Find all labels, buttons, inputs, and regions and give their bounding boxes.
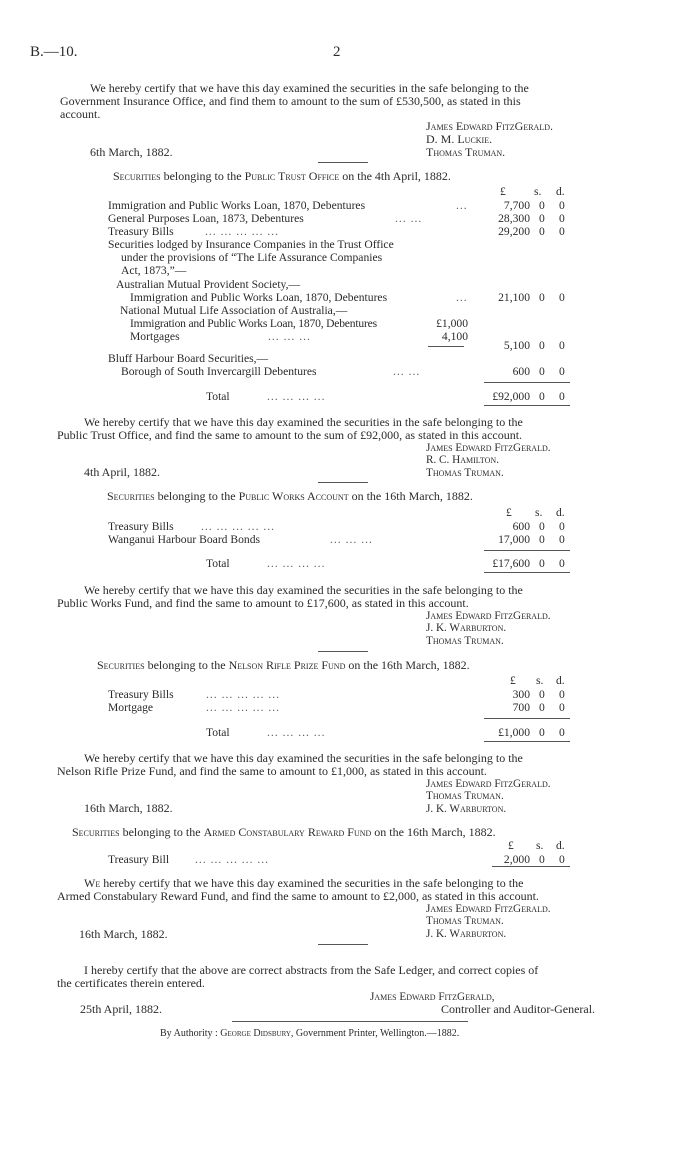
table-row-label: Mortgage: [108, 701, 154, 714]
works-cert-line: We hereby certify that we have this day examined the securities in the safe belonging to the: [84, 583, 523, 597]
signatory-name: Thomas Truman.: [426, 790, 504, 802]
total-shillings: 0: [539, 557, 545, 570]
leader-dots: ... ... ... ... ...: [195, 853, 270, 866]
table-row-label: Immigration and Public Works Loan, 1870, Debentures: [108, 199, 366, 212]
armed-cert-line: We hereby certify that we have this day examined the securities in the safe belonging to the: [84, 876, 524, 890]
final-cert-line: the certificates therein entered.: [57, 976, 205, 990]
total-rule: [484, 405, 570, 406]
leader-dots: ... ...: [395, 212, 423, 225]
total-pence: 0: [559, 390, 565, 403]
leader-dots: ... ... ... ... ...: [205, 225, 280, 238]
column-header-pence: d.: [556, 506, 565, 519]
certification-date: 25th April, 1882.: [80, 1002, 163, 1016]
section-divider: [318, 651, 368, 652]
table-row-label: Securities lodged by Insurance Companies in the Trust Office: [108, 238, 394, 251]
amount-pounds: 28,300: [498, 212, 530, 225]
signatory-name: James Edward FitzGerald.: [426, 442, 551, 454]
column-header-pounds: £: [510, 674, 516, 687]
signatory-name: R. C. Hamilton.: [426, 454, 499, 466]
amount-shillings: 0: [539, 225, 545, 238]
amount-pence: 0: [559, 701, 565, 714]
table-row-label: Australian Mutual Provident Society,—: [116, 278, 301, 291]
amount-shillings: 0: [539, 339, 545, 352]
signatory-name: James Edward FitzGerald.: [426, 610, 551, 622]
leader-dots: ...: [456, 199, 468, 212]
leader-dots: ... ... ... ... ...: [201, 520, 276, 533]
signatory-name: J. K. Warburton.: [426, 928, 507, 940]
amount-pence: 0: [559, 520, 565, 533]
amount-pence: 0: [559, 212, 565, 225]
total-label: Total: [206, 726, 230, 739]
section-heading: Securities belonging to the Public Trust Office on the 4th April, 1882.: [113, 169, 451, 183]
total-rule: [484, 382, 570, 383]
leader-dots: ... ... ... ...: [267, 557, 326, 570]
table-row-label: Treasury Bills: [108, 225, 174, 238]
table-row-label: Treasury Bills: [108, 520, 174, 533]
table-row-label: Bluff Harbour Board Securities,—: [108, 352, 269, 365]
amount-pounds: 21,100: [498, 291, 530, 304]
total-label: Total: [206, 390, 230, 403]
total-rule: [484, 741, 570, 742]
section-heading: Securities belonging to the Nelson Rifle Prize Fund on the 16th March, 1882.: [97, 658, 470, 672]
leader-dots: ... ... ... ...: [267, 390, 326, 403]
total-pounds: £92,000: [492, 390, 530, 403]
section-heading: Securities belonging to the Public Works Account on the 16th March, 1882.: [107, 489, 473, 503]
amount-shillings: 0: [539, 520, 545, 533]
leader-dots: ... ... ... ... ...: [206, 701, 281, 714]
section-divider: [318, 944, 368, 945]
amount-pounds: 29,200: [498, 225, 530, 238]
amount-shillings: 0: [539, 199, 545, 212]
total-shillings: 0: [539, 390, 545, 403]
amount-shillings: 0: [539, 688, 545, 701]
signatory-name: J. K. Warburton.: [426, 803, 507, 815]
amount-pence: 0: [559, 339, 565, 352]
column-header-shillings: s.: [535, 506, 543, 519]
amount-pence: 0: [559, 853, 565, 866]
table-row-label: Treasury Bills: [108, 688, 174, 701]
leader-dots: ... ... ...: [268, 330, 311, 343]
amount-shillings: 0: [539, 853, 545, 866]
total-pounds: £1,000: [498, 726, 530, 739]
total-rule: [484, 550, 570, 551]
certification-date: 4th April, 1882.: [84, 465, 161, 479]
insurance-cert-line: account.: [60, 107, 101, 121]
amount-shillings: 0: [539, 212, 545, 225]
total-rule: [484, 718, 570, 719]
signatory-name: J. K. Warburton.: [426, 622, 507, 634]
table-row-label: National Mutual Life Association of Australia,—: [120, 304, 348, 317]
leader-dots: ... ...: [393, 365, 421, 378]
signatory-name: Thomas Truman.: [426, 467, 504, 479]
total-pence: 0: [559, 557, 565, 570]
signatory-name: James Edward FitzGerald.: [426, 778, 551, 790]
table-row-label: Treasury Bill: [108, 853, 170, 866]
amount-shillings: 0: [539, 291, 545, 304]
table-row-label: Wanganui Harbour Board Bonds: [108, 533, 261, 546]
trust-cert-line: Public Trust Office, and find the same to amount to the sum of £92,000, as stated in this account.: [57, 428, 523, 442]
signatory-title: Controller and Auditor-General.: [441, 1002, 596, 1016]
amount-pounds: 600: [512, 365, 530, 378]
total-rule: [484, 572, 570, 573]
certification-date: 6th March, 1882.: [90, 145, 173, 159]
total-label: Total: [206, 557, 230, 570]
amount-shillings: 0: [539, 365, 545, 378]
table-row-label: under the provisions of “The Life Assurance Companies: [121, 251, 383, 264]
amount-shillings: 0: [539, 701, 545, 714]
signatory-name: James Edward FitzGerald.: [426, 903, 551, 915]
column-header-shillings: s.: [536, 674, 544, 687]
nelson-cert-line: We hereby certify that we have this day examined the securities in the safe belonging to the: [84, 751, 523, 765]
sub-amount: £1,000: [436, 317, 468, 330]
column-header-pounds: £: [500, 185, 506, 198]
certification-date: 16th March, 1882.: [79, 927, 168, 941]
final-cert-line: I hereby certify that the above are correct abstracts from the Safe Ledger, and correct copies of: [84, 963, 539, 977]
amount-pence: 0: [559, 688, 565, 701]
column-header-pence: d.: [556, 185, 565, 198]
page-number: 2: [333, 44, 341, 60]
signatory-name: Thomas Truman.: [426, 145, 506, 159]
leader-dots: ...: [456, 291, 468, 304]
trust-cert-line: We hereby certify that we have this day examined the securities in the safe belonging to the: [84, 415, 523, 429]
column-header-pounds: £: [506, 506, 512, 519]
amount-pounds: 2,000: [503, 853, 530, 866]
signatory-name: James Edward FitzGerald,: [370, 991, 495, 1003]
printer-imprint: By Authority : George Didsbury, Government Printer, Wellington.—1882.: [160, 1028, 460, 1039]
amount-pence: 0: [559, 225, 565, 238]
column-header-pence: d.: [556, 839, 565, 852]
amount-pounds: 600: [512, 520, 530, 533]
amount-pounds: 700: [512, 701, 530, 714]
table-row-label: General Purposes Loan, 1873, Debentures: [108, 212, 304, 225]
armed-cert-line: Armed Constabulary Reward Fund, and find the same to amount to £2,000, as stated in this account.: [57, 889, 539, 903]
table-row-label: Immigration and Public Works Loan, 1870, Debentures: [130, 291, 388, 304]
total-rule: [492, 866, 570, 867]
section-heading: Securities belonging to the Armed Constabulary Reward Fund on the 16th March, 1882.: [72, 825, 496, 839]
subtotal-rule: [428, 346, 464, 347]
column-header-pence: d.: [556, 674, 565, 687]
table-row-label: Immigration and Public Works Loan, 1870, Debentures: [130, 317, 377, 330]
signatory-name: D. M. Luckie.: [426, 132, 493, 146]
table-row-label: Act, 1873,”—: [121, 264, 187, 277]
sub-amount: 4,100: [441, 330, 468, 343]
certification-date: 16th March, 1882.: [84, 801, 173, 815]
leader-dots: ... ... ... ... ...: [206, 688, 281, 701]
column-header-shillings: s.: [536, 839, 544, 852]
amount-pounds: 300: [512, 688, 530, 701]
table-row-label: Borough of South Invercargill Debentures: [121, 365, 317, 378]
column-header-shillings: s.: [534, 185, 542, 198]
insurance-cert-line: Government Insurance Office, and find them to amount to the sum of £530,500, as stated in this: [60, 94, 521, 108]
amount-pence: 0: [559, 365, 565, 378]
works-cert-line: Public Works Fund, and find the same to amount to £17,600, as stated in this account.: [57, 596, 469, 610]
table-row-label: Mortgages: [130, 330, 180, 343]
amount-pence: 0: [559, 291, 565, 304]
nelson-cert-line: Nelson Rifle Prize Fund, and find the same to amount to £1,000, as stated in this account.: [57, 764, 487, 778]
total-pounds: £17,600: [492, 557, 530, 570]
leader-dots: ... ... ...: [330, 533, 373, 546]
amount-shillings: 0: [539, 533, 545, 546]
amount-pounds: 5,100: [503, 339, 530, 352]
leader-dots: ... ... ... ...: [267, 726, 326, 739]
signatory-name: Thomas Truman.: [426, 635, 504, 647]
document-reference: B.—10.: [30, 44, 78, 60]
section-divider: [318, 482, 368, 483]
insurance-cert-line: We hereby certify that we have this day examined the securities in the safe belonging to the: [90, 81, 529, 95]
amount-pounds: 17,000: [498, 533, 530, 546]
section-divider: [318, 162, 368, 163]
amount-pence: 0: [559, 199, 565, 212]
amount-pence: 0: [559, 533, 565, 546]
total-shillings: 0: [539, 726, 545, 739]
amount-pounds: 7,700: [503, 199, 530, 212]
signatory-name: Thomas Truman.: [426, 915, 504, 927]
total-pence: 0: [559, 726, 565, 739]
signatory-name: James Edward FitzGerald.: [426, 119, 553, 133]
footer-rule: [232, 1021, 468, 1022]
column-header-pounds: £: [508, 839, 514, 852]
